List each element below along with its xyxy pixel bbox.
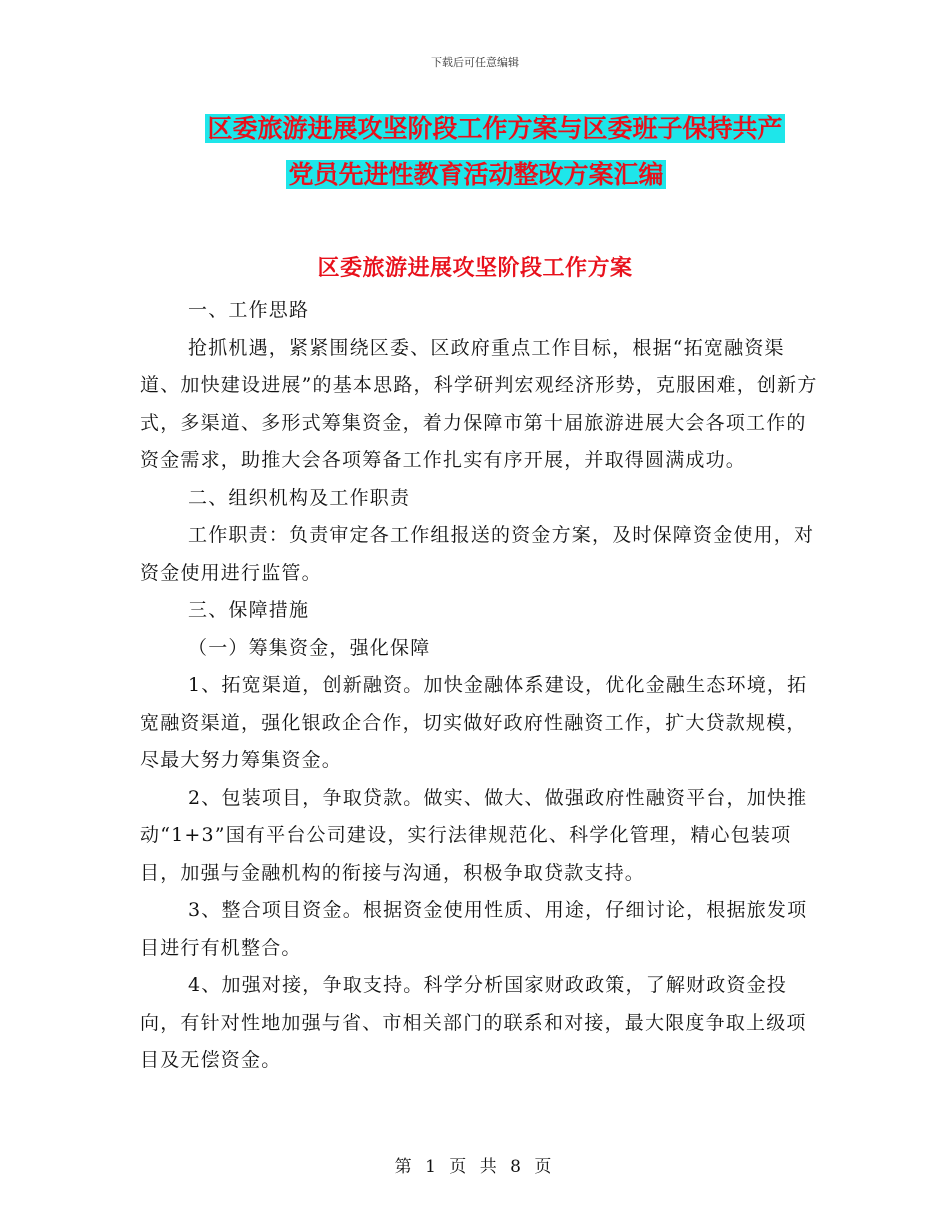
paragraph-measure-4: 4、加强对接，争取支持。科学分析国家财政政策，了解财政资金投向，有针对性地加强与省、市相关部门的联系和对接，最大限度争取上级项目及无偿资金。 — [140, 974, 807, 1071]
document-title-text-2: 党员先进性教育活动整改方案汇编 — [288, 160, 664, 189]
paragraph-duties: 工作职责：负责审定各工作组报送的资金方案，及时保障资金使用，对资金使用进行监管。 — [140, 524, 815, 584]
heading-measures: 三、保障措施 — [188, 599, 310, 621]
document-title-text-1: 区委旅游进展攻坚阶段工作方案与区委班子保持共产 — [207, 114, 783, 143]
heading-organization: 二、组织机构及工作职责 — [188, 486, 411, 509]
subheading-funding: （一）筹集资金，强化保障 — [188, 636, 431, 659]
heading-work-approach: 一、工作思路 — [188, 299, 310, 321]
document-title-line-1 — [0, 112, 950, 146]
header-note: 下载后可任意编辑 — [431, 56, 519, 69]
page-number-footer: 第 1 页 共 8 页 — [394, 1157, 556, 1177]
document-title-line-2 — [0, 158, 950, 192]
section-title: 区委旅游进展攻坚阶段工作方案 — [317, 255, 633, 281]
paragraph-work-approach: 抢抓机遇，紧紧围绕区委、区政府重点工作目标，根据“拓宽融资渠道、加快建设进展”的基本思路，科学研判宏观经济形势，克服困难，创新方式，多渠道、多形式筹集资金，着力保障市第十届旅游进展大会各项工作的资金需求，助推大会各项筹备工作扎实有序开展，并取得圆满成功。 — [140, 336, 818, 471]
paragraph-measure-1: 1、拓宽渠道，创新融资。加快金融体系建设，优化金融生态环境，拓宽融资渠道，强化银政企合作，切实做好政府性融资工作，扩大贷款规模，尽最大努力筹集资金。 — [140, 674, 808, 771]
paragraph-measure-3: 3、整合项目资金。根据资金使用性质、用途，仔细讨论，根据旅发项目进行有机整合。 — [140, 899, 808, 959]
paragraph-measure-2: 2、包装项目，争取贷款。做实、做大、做强政府性融资平台，加快推动“1+3”国有平台公司建设，实行法律规范化、科学化管理，精心包装项目，加强与金融机构的衔接与沟通，积极争取贷款支持。 — [140, 786, 808, 884]
document-body — [140, 292, 820, 1080]
